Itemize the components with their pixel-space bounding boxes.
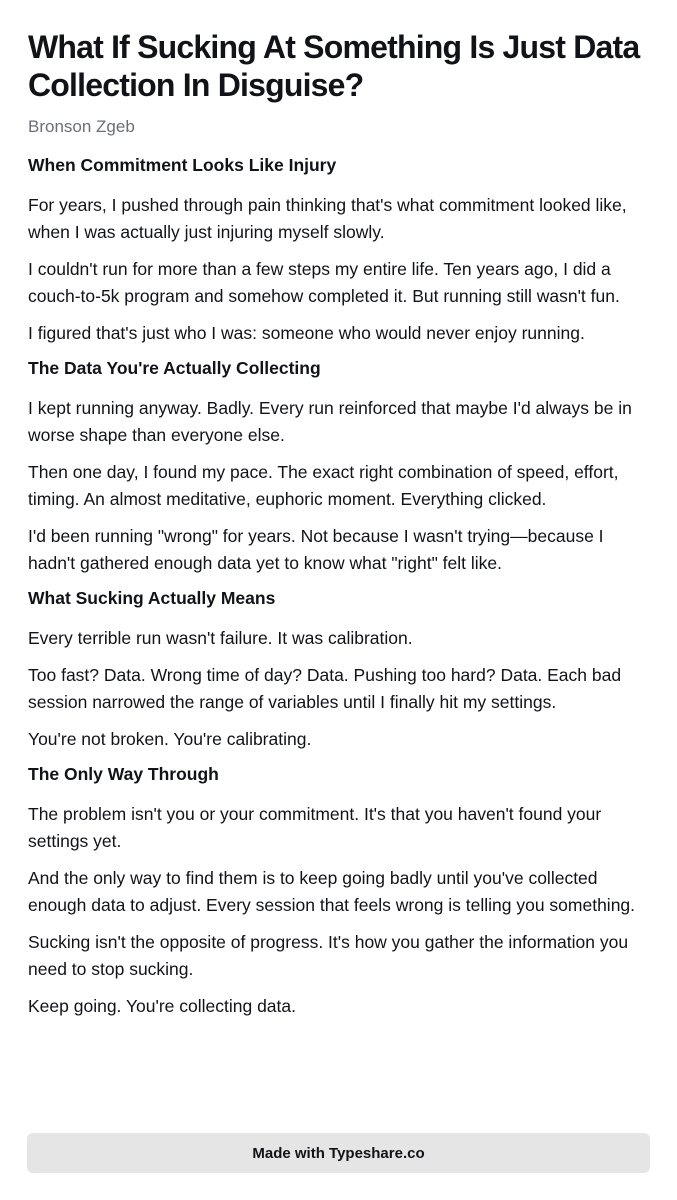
section-heading: The Only Way Through	[28, 764, 219, 784]
footer-label: Made with Typeshare.co	[252, 1144, 425, 1162]
made-with-typeshare-button[interactable]	[27, 1133, 650, 1173]
paragraph: The problem isn't you or your commitment. It's that you haven't found your settings yet.	[28, 804, 602, 851]
section-commitment	[28, 154, 649, 347]
paragraph: And the only way to find them is to keep going badly until you've collected enough data to adjust. Every session that feels wrong is telling you something.	[28, 868, 636, 915]
section-heading: When Commitment Looks Like Injury	[28, 155, 337, 175]
paragraph: I kept running anyway. Badly. Every run reinforced that maybe I'd always be in worse shape than everyone else.	[28, 398, 632, 445]
section-heading: What Sucking Actually Means	[28, 588, 276, 608]
author-name: Bronson Zgeb	[28, 117, 135, 136]
section-sucking-means	[28, 587, 649, 753]
paragraph: You're not broken. You're calibrating.	[28, 729, 312, 749]
paragraph: For years, I pushed through pain thinking that's what commitment looked like, when I was actually just injuring myself slowly.	[28, 195, 627, 242]
page-title: What If Sucking At Something Is Just Data Collection In Disguise?	[28, 29, 640, 103]
paragraph: Every terrible run wasn't failure. It was calibration.	[28, 628, 413, 648]
paragraph: Sucking isn't the opposite of progress. It's how you gather the information you need to stop sucking.	[28, 932, 629, 979]
section-only-way	[28, 763, 649, 1020]
paragraph: I couldn't run for more than a few steps my entire life. Ten years ago, I did a couch-to-5k program and somehow completed it. But running still wasn't fun.	[28, 259, 620, 306]
paragraph: I'd been running "wrong" for years. Not because I wasn't trying—because I hadn't gathered enough data yet to know what "right" felt like.	[28, 526, 604, 573]
paragraph: I figured that's just who I was: someone who would never enjoy running.	[28, 323, 585, 343]
section-data-collecting	[28, 357, 649, 577]
paragraph: Too fast? Data. Wrong time of day? Data. Pushing too hard? Data. Each bad session narrowed the range of variables until I finally hit my settings.	[28, 665, 622, 712]
article-body	[28, 154, 649, 1020]
paragraph: Keep going. You're collecting data.	[28, 996, 296, 1016]
paragraph: Then one day, I found my pace. The exact right combination of speed, effort, timing. An almost meditative, euphoric moment. Everything clicked.	[28, 462, 619, 509]
section-heading: The Data You're Actually Collecting	[28, 358, 321, 378]
